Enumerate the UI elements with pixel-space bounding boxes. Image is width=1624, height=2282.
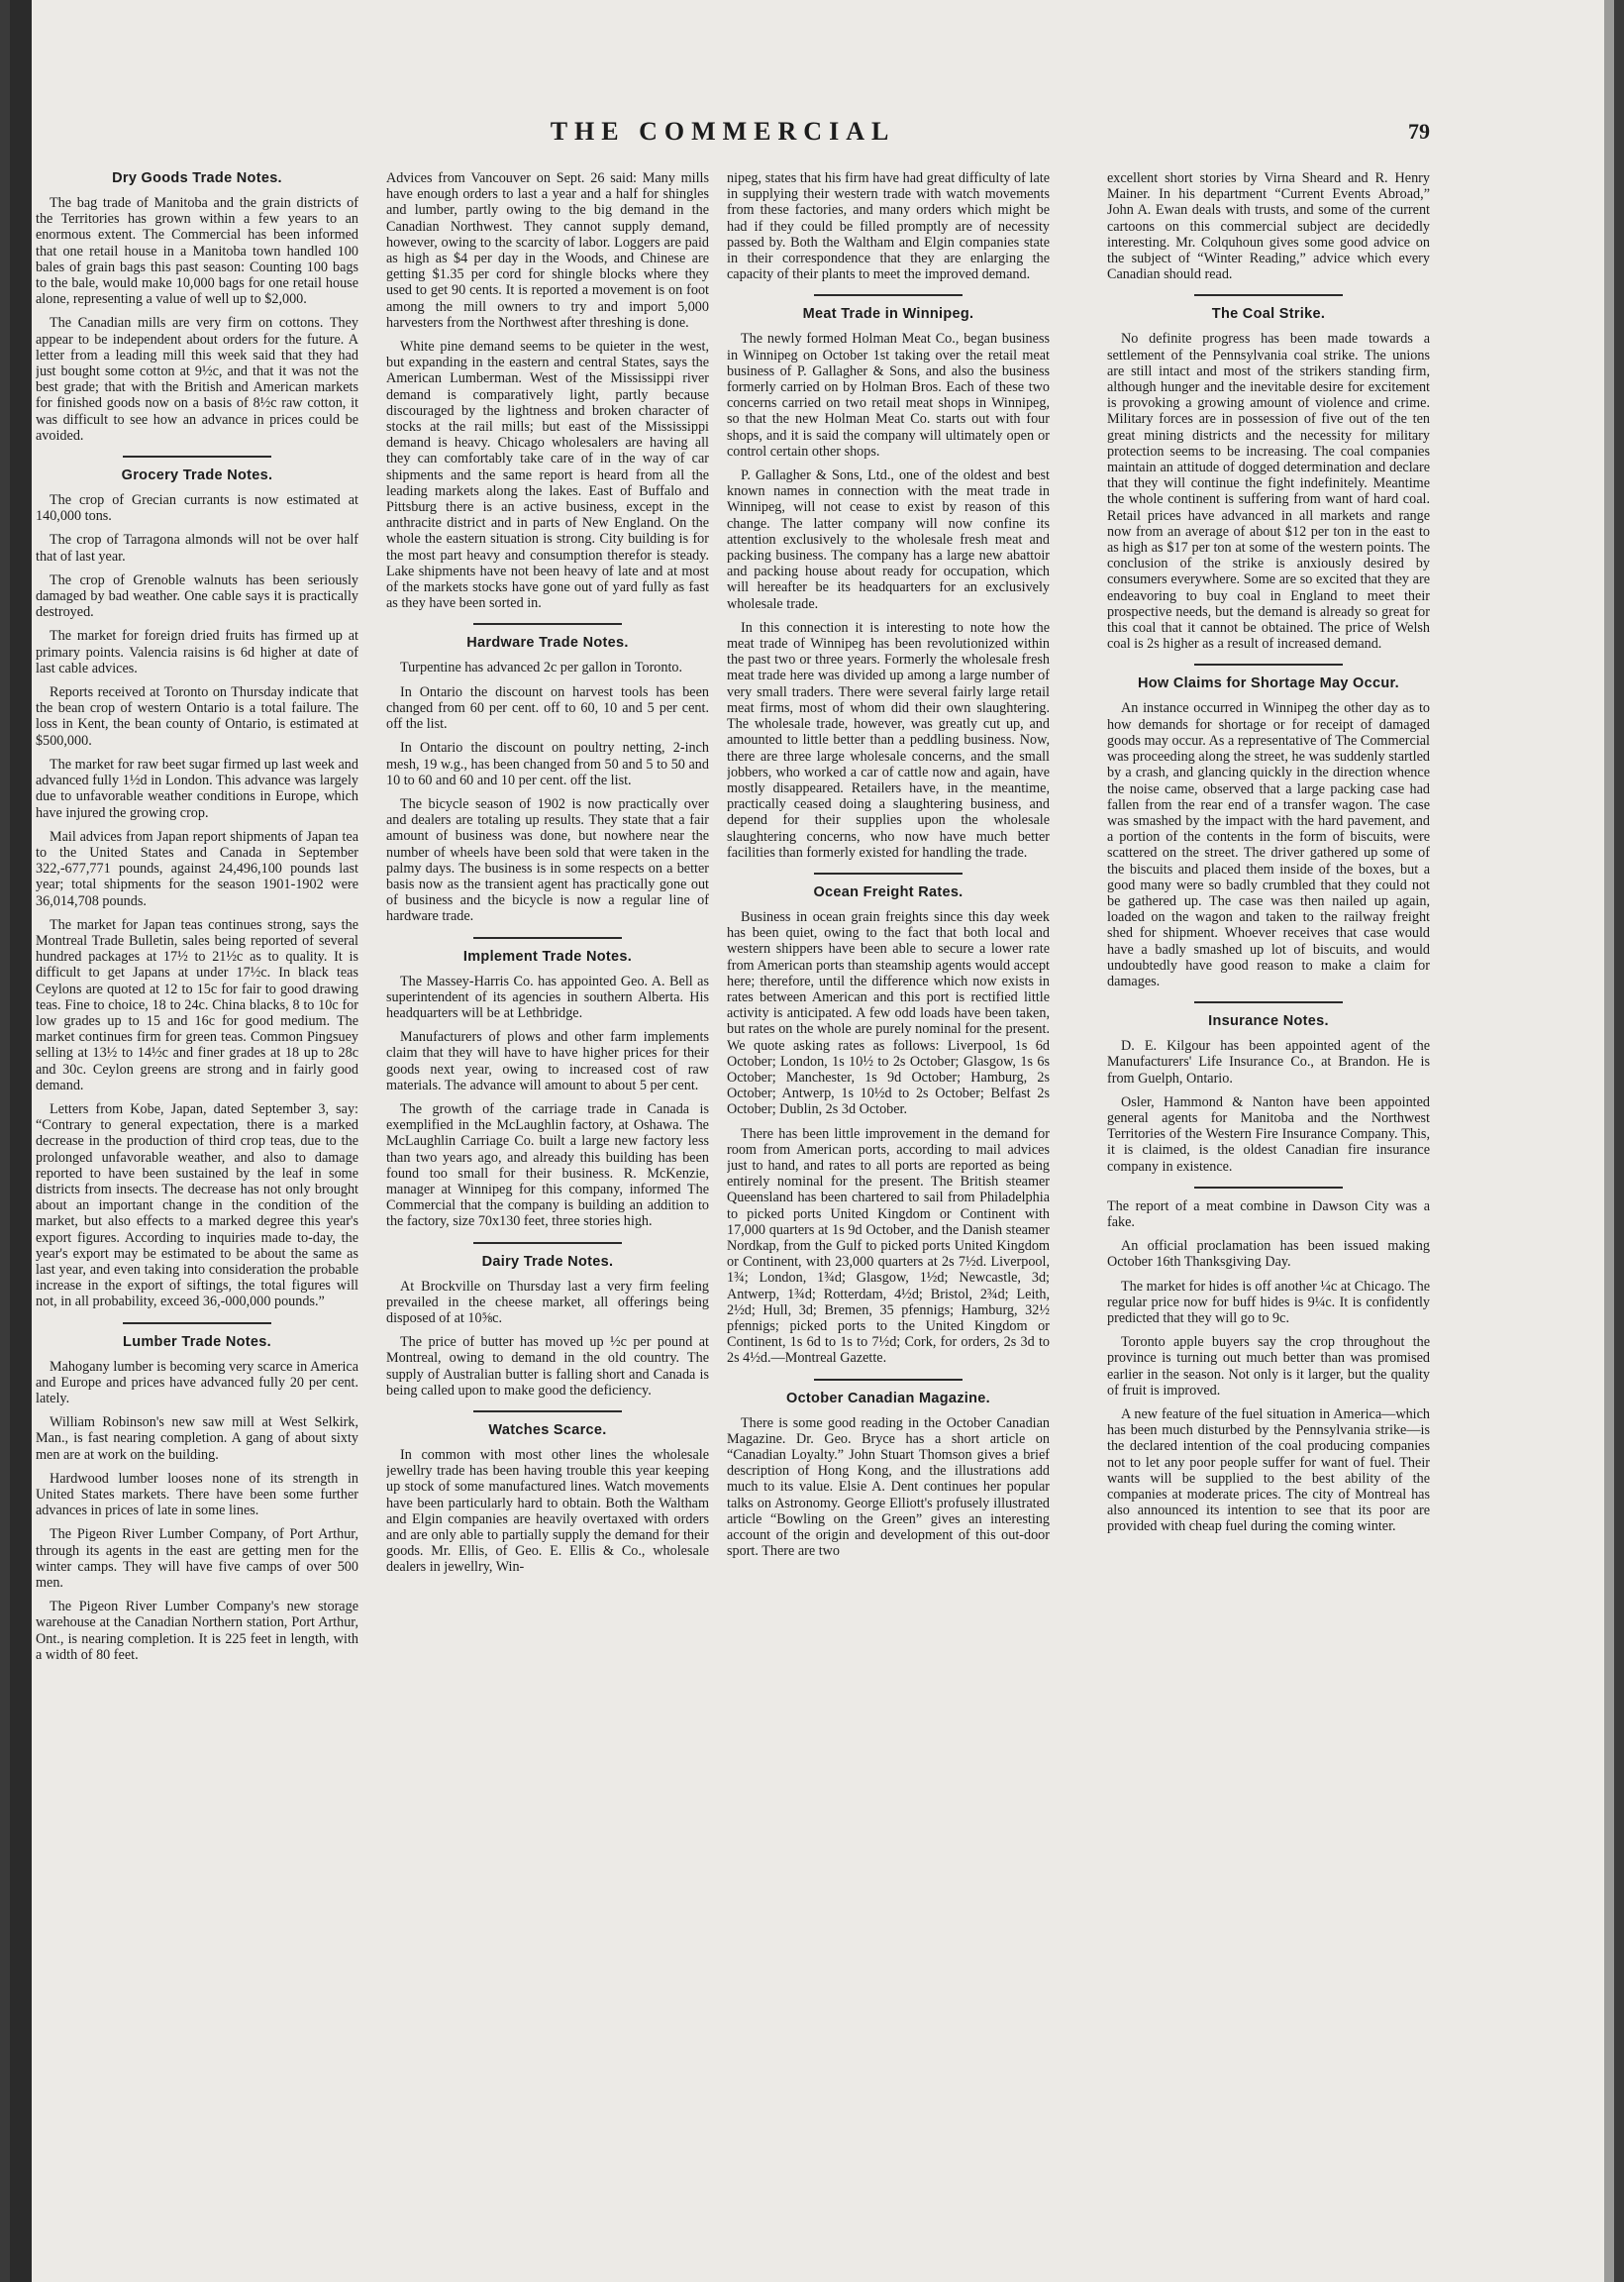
section-divider xyxy=(473,937,622,939)
article-paragraph: In common with most other lines the wholesale jewellry trade has been having trouble this year keeping up stock of some manufactured lines. Watch movements have been particularly hard to obtain. Both the Waltham and Elgin companies are heavily overtaxed with orders and are only able to partially supply the demand for their goods. Mr. Ellis, of Geo. E. Ellis & Co., wholesale dealers in jewellry, Win- xyxy=(386,1447,709,1576)
section-heading: How Claims for Shortage May Occur. xyxy=(1137,675,1399,692)
article-paragraph: The price of butter has moved up ½c per pound at Montreal, owing to demand in the old country. The supply of Australian butter is falling short and Canada is being called upon to make good the deficiency. xyxy=(386,1334,709,1399)
section-divider xyxy=(814,873,963,875)
article-paragraph: The crop of Grenoble walnuts has been seriously damaged by bad weather. One cable says it is practically destroyed. xyxy=(36,571,358,621)
article-paragraph: The Massey-Harris Co. has appointed Geo. A. Bell as superintendent of its agencies in southern Alberta. His headquarters will be at Lethbridge. xyxy=(386,973,709,1021)
column-4 xyxy=(1107,170,1430,2240)
column-2 xyxy=(386,170,709,2240)
section-heading: Hardware Trade Notes. xyxy=(466,635,629,652)
section-heading: October Canadian Magazine. xyxy=(785,1390,990,1406)
article-paragraph: The bag trade of Manitoba and the grain districts of the Territories has grown within a few years to an enormous extent. The Commercial has been informed that one retail house in a Manitoba town handled 100 bales of grain bags this past season: Counting 100 bags to the bale, would make 10,000 bags for one retail house alone, representing a value of well up to $2,000. xyxy=(36,195,358,308)
article-paragraph: There is some good reading in the October Canadian Magazine. Dr. Geo. Bryce has a short article on “Canadian Loyalty.” John Stuart Thomson gives a brief description of Hong Kong, and the illustrations add much to its value. Elsie A. Dent continues her popular talks on Astronomy. George Elliott's profusely illustrated article “Bowling on the Green” gives an interesting account of the origin and development of this out-door sport. There are two xyxy=(727,1414,1050,1560)
column-3 xyxy=(727,170,1050,2240)
section-divider xyxy=(814,294,963,296)
article-paragraph: No definite progress has been made towards a settlement of the Pennsylvania coal strike. The unions are still intact and most of the strikers standing firm, although hunger and the inevitable desire for excitement is provoking a growing amount of violence and crime. Military forces are in possession of five out of the ten great mining districts and the necessity for military protection seems to be increasing. The coal companies maintain an attitude of dogged determination and declare that they will continue the fight indefinitely. Meantime the whole continent is suffering from want of hard coal. Retail prices have advanced in all markets and range now from an average of about $12 per ton in the east to as high as $17 per ton at some of the western points. The conclusion of the strike is anxiously desired by consumers everywhere. Some are so excited that they are endeavoring to buy coal in England to meet their prospective needs, but the demand is already so great for this coal that it cannot be obtained. The price of Welsh coal is 2s higher as a result of increased demand. xyxy=(1107,331,1430,653)
article-paragraph: The market for foreign dried fruits has firmed up at primary points. Valencia raisins is 6d higher at date of last cable advices. xyxy=(36,628,358,676)
article-paragraph: There has been little improvement in the demand for room from American ports, according to mail advices just to hand, and rates to all ports are reported as being entirely nominal for the present. The British steamer Queensland has been chartered to sail from Philadelphia to picked ports United Kingdom or Continent with 17,000 quarters at 1s 9d October, and the Danish steamer Nordkap, from the Gulf to picked ports United Kingdom or Continent, with 23,000 quarters at 2s 7½d. Liverpool, 1¾; London, 1¾d; Glasgow, 1½d; Newcastle, 3d; Antwerp, 1¾d; Rotterdam, 4½d; Bristol, 2¾d; Leith, 2½d; Hull, 3d; Bremen, 35 pfennigs; Hamburg, 32½ pfennigs; picked ports to the United Kingdom or Continent, 1s 6d to 1s to 7½d; Cork, for orders, 2s 3d to 2s 4½d.—Montreal Gazette. xyxy=(727,1125,1050,1367)
article-paragraph: In Ontario the discount on poultry netting, 2-inch mesh, 19 w.g., has been changed from 50 and 5 to 50 and 10 to 60 and 60 and 10 per cent. off the list. xyxy=(386,740,709,788)
article-paragraph: An official proclamation has been issued making October 16th Thanksgiving Day. xyxy=(1107,1238,1430,1271)
section-heading: Meat Trade in Winnipeg. xyxy=(802,306,974,323)
section-divider xyxy=(123,1322,271,1324)
article-paragraph: The newly formed Holman Meat Co., began business in Winnipeg on October 1st taking over the retail meat business of P. Gallagher & Sons, and also the business formerly carried on by Holman Bros. Each of these two concerns carried on two retail meat shops in Winnipeg, so that the new Holman Meat Co. starts out with four shops, and it is said the company will ultimately open or control certain other shops. xyxy=(727,331,1050,460)
section-heading: Dairy Trade Notes. xyxy=(481,1253,614,1270)
section-divider xyxy=(1194,1187,1343,1189)
newspaper-page xyxy=(10,0,1614,2282)
article-paragraph: The Pigeon River Lumber Company's new storage warehouse at the Canadian Northern station, Port Arthur, Ont., is nearing completion. It is 225 feet in length, with a width of 80 feet. xyxy=(36,1599,358,1663)
article-paragraph: Reports received at Toronto on Thursday indicate that the bean crop of western Ontario is a total failure. The loss in Kent, the bean county of Ontario, is estimated at $500,000. xyxy=(36,684,358,749)
article-paragraph: The report of a meat combine in Dawson City was a fake. xyxy=(1107,1197,1430,1230)
article-paragraph: In this connection it is interesting to note how the meat trade of Winnipeg has been revolutionized within the past two or three years. Formerly the wholesale fresh meat trade here was divided up among a large number of very small traders. There were several fairly large retail meat firms, most of whom did their own slaughtering. The wholesale trade, however, was greatly cut up, and amounted to little better than a peddling business. Now, there are three large wholesale concerns, and the small jobbers, who worked a car of cattle now and again, have mostly disappeared. Retailers have, in the meantime, practically ceased doing a slaughtering business, and depend for their supplies upon the wholesale slaughtering concerns, who now have much better facilities than formerly existed for handling the trade. xyxy=(727,619,1050,861)
article-paragraph: Toronto apple buyers say the crop throughout the province is turning out much better than was promised earlier in the season. Not only is it larger, but the quality of fruit is improved. xyxy=(1107,1334,1430,1399)
section-heading: Ocean Freight Rates. xyxy=(813,883,964,900)
article-paragraph: William Robinson's new saw mill at West Selkirk, Man., is fast nearing completion. A gang of about sixty men are at work on the building. xyxy=(36,1414,358,1463)
section-divider xyxy=(473,623,622,625)
section-divider xyxy=(1194,664,1343,666)
article-paragraph: A new feature of the fuel situation in America—which has been much disturbed by the Pennsylvania strike—is the declared intention of the coal producing companies not to let any poor people suffer for want of fuel. Their wants will be supplied to the best ability of the companies at moderate prices. The city of Montreal has also announced its intention to see that its poor are provided with cheap fuel during the coming winter. xyxy=(1107,1406,1430,1535)
section-divider xyxy=(814,1379,963,1381)
page-number: 79 xyxy=(1408,119,1430,144)
section-heading: Insurance Notes. xyxy=(1208,1013,1329,1030)
article-paragraph: Mahogany lumber is becoming very scarce in America and Europe and prices have advanced fully 20 per cent. lately. xyxy=(36,1358,358,1406)
column-1 xyxy=(36,170,358,2240)
article-paragraph: The market for hides is off another ¼c at Chicago. The regular price now for buff hides is 9¼c. It is confidently predicted that they will go to 9c. xyxy=(1107,1278,1430,1326)
section-heading: The Coal Strike. xyxy=(1211,306,1326,323)
section-heading: Grocery Trade Notes. xyxy=(121,467,273,484)
article-paragraph: An instance occurred in Winnipeg the other day as to how demands for shortage or for receipt of damaged goods may occur. As a representative of The Commercial was proceeding along the street, he was suddenly startled by a crash, and glancing quickly in the direction whence the noise came, observed that a large packing case had fallen from the rear end of a transfer wagon. The case was smashed by the impact with the hard pavement, and a portion of the contents in the form of biscuits, were scattered on the street. The driver gathered up some of the biscuits and placed them inside of the boxes, but a good many were so badly crumbled that they could not be gathered up. The case was then nailed up again, loaded on the wagon and taken to the railway freight shed for shipment. Whoever receives that case would have a badly smashed up lot of biscuits, and would undoubtedly have good reason to make a claim for damages. xyxy=(1107,700,1430,989)
article-paragraph: Turpentine has advanced 2c per gallon in Toronto. xyxy=(400,660,683,676)
section-divider xyxy=(1194,294,1343,296)
section-divider xyxy=(473,1242,622,1244)
article-paragraph: The growth of the carriage trade in Canada is exemplified in the McLaughlin factory, at Oshawa. The McLaughlin Carriage Co. built a large new factory less than two years ago, and already this building has been found too small for their business. R. McKenzie, manager at Winnipeg for this company, informed The Commercial that the company is building an addition to the factory, size 70x130 feet, three stories high. xyxy=(386,1100,709,1230)
section-divider xyxy=(123,456,271,458)
section-divider xyxy=(1194,1001,1343,1003)
article-paragraph: The market for Japan teas continues strong, says the Montreal Trade Bulletin, sales being reported of several hundred packages at 17½ to 21½c as to quality. It is difficult to get Japans at under 17½c. In black teas Ceylons are quoted at 12 to 15c for fair to good drawing teas. Fine to choice, 18 to 24c. China blacks, 8 to 10c for low grades up to 15 and 16c for good medium. The market continues firm for green teas. Common Pingsuey selling at 13½ to 14½c and finer grades at 18 up to 28c and 30c. Ceylon greens are strong and in fairly good demand. xyxy=(36,916,358,1093)
section-heading: Watches Scarce. xyxy=(488,1422,607,1438)
article-paragraph: The bicycle season of 1902 is now practically over and dealers are totaling up results. They state that a fair amount of business was done, but nowhere near the number of wheels have been sold that were taken in the palmy days. The business is in some respects on a better basis now as the transient agent has practically gone out of business and the bicycle is now a regular line of hardware trade. xyxy=(386,795,709,925)
article-paragraph: Letters from Kobe, Japan, dated September 3, say: “Contrary to general expectation, there is a marked decrease in the production of third crop teas, due to the prolonged unfavorable weather, and also to damage reported to have been sustained by the leaf in some districts from insects. The decrease has not only brought about an important change in the condition of the market, but also effects to a marked degree this year's export figures. According to inquiries made to-day, the year's export may be estimated to be about the same as last year, and even taking into consideration the probable increase in the export of siftings, the total figures will not, in all probability, exceed 36,-000,000 pounds.” xyxy=(36,1100,358,1310)
article-paragraph: Hardwood lumber looses none of its strength in United States markets. There have been some further advances in prices of late in some lines. xyxy=(36,1470,358,1519)
article-paragraph: Business in ocean grain freights since this day week has been quiet, owing to the fact that both local and western shippers have been able to secure a lower rate from American ports than steamship agents would accept here; therefore, until the difference which now exists in rates between American and this port is rectified little activity is anticipated. A few odd loads have been taken, but rates on the whole are purely nominal for the present. We quote asking rates as follows: Liverpool, 1s 6d October; London, 1s 10½ to 2s October; Glasgow, 1s 6s October; Manchester, 1s 9d October; Hamburg, 2s October; Antwerp, 1s 10½d to 2s October; Belfast 2s October; Dublin, 2s 3d October. xyxy=(727,908,1050,1118)
article-paragraph: excellent short stories by Virna Sheard and R. Henry Mainer. In his department “Current Events Abroad,” John A. Ewan deals with trusts, and some of the current cartoons on this commercial subject are decidedly interesting. Mr. Colquhoun gives some good advice on the subject of “Winter Reading,” advice which every Canadian should read. xyxy=(1107,170,1430,283)
page-binding-edge xyxy=(10,0,32,2282)
article-paragraph: In Ontario the discount on harvest tools has been changed from 60 per cent. off to 60, 10 and 5 per cent. off the list. xyxy=(386,683,709,733)
article-paragraph: The market for raw beet sugar firmed up last week and advanced fully 1½d in London. This advance was largely due to unfavorable weather conditions in Europe, which have injured the growing crop. xyxy=(36,756,358,821)
section-heading: Implement Trade Notes. xyxy=(462,948,633,965)
article-paragraph: nipeg, states that his firm have had great difficulty of late in supplying their western trade with watch movements from these factories, and many orders which might be had if they could be filled promptly are of necessity passed by. Both the Waltham and Elgin companies state in their correspondence that they are enlarging the capacity of their plants to meet the improved demand. xyxy=(727,170,1050,283)
page-right-edge xyxy=(1604,0,1614,2282)
article-paragraph: P. Gallagher & Sons, Ltd., one of the oldest and best known names in connection with the meat trade in Winnipeg, will not cease to exist by reason of this change. The latter company will now confine its attention exclusively to the wholesale fresh meat and packing business. The company has a large new abattoir and packing house about ready for occupation, which will hereafter be its headquarters for an exclusively wholesale trade. xyxy=(727,467,1050,612)
article-paragraph: The crop of Tarragona almonds will not be over half that of last year. xyxy=(36,532,358,565)
article-paragraph: Osler, Hammond & Nanton have been appointed general agents for Manitoba and the Northwest Territories of the Western Fire Insurance Company. This, it is claimed, is the oldest Canadian fire insurance company in existence. xyxy=(1107,1093,1430,1175)
section-heading: Lumber Trade Notes. xyxy=(123,1333,271,1350)
article-paragraph: Manufacturers of plows and other farm implements claim that they will have to have higher prices for their goods next year, owing to increased cost of raw materials. The advance will amount to about 5 per cent. xyxy=(386,1029,709,1093)
article-paragraph: White pine demand seems to be quieter in the west, but expanding in the eastern and central States, says the American Lumberman. West of the Mississippi river demand is comparatively light, partly because discouraged by the lightness and broken character of stocks at the rail mills; but east of the Mississippi demand is heavy. Chicago wholesalers are having all they can comfortably take care of in the way of car shipments and the same report is heard from all the leading markets along the lakes. East of Buffalo and Pittsburg there is an active business, except in the anthracite district and in parts of New England. On the whole the eastern situation is strong. City building is for the most part heavy and consumption therefor is steady. Lake shipments have not been heavy of late and at most of the markets stocks have gone out of yard fully as fast as they have been sorted in. xyxy=(386,339,709,612)
section-divider xyxy=(473,1410,622,1412)
article-paragraph: The Canadian mills are very firm on cottons. They appear to be independent about orders for the future. A letter from a leading mill this week said that they had just bought some cotton at 9½c, and that it was not the best grade; that with the British and American markets for finished goods now on a basis of 8½c raw cotton, it was difficult to see how an advance in prices could be avoided. xyxy=(36,315,358,444)
article-paragraph: Mail advices from Japan report shipments of Japan tea to the United States and Canada in September 322,-677,771 pounds, against 24,496,100 pounds last year; total shipments for the season 1901-1902 were 36,014,708 pounds. xyxy=(36,828,358,909)
article-paragraph: The crop of Grecian currants is now estimated at 140,000 tons. xyxy=(36,492,358,525)
article-paragraph: Advices from Vancouver on Sept. 26 said: Many mills have enough orders to last a year and a half for shingles and lumber, partly owing to the big demand in the Canadian Northwest. They cannot supply demand, however, owing to the scarcity of labor. Loggers are paid as high as $4 per day in the Woods, and Chinese are getting $1.35 per cord for shingle blocks where they used to get 90 cents. It is reported a movement is on foot among the mill owners to try and import 5,000 harvesters from the Northwest after threshing is done. xyxy=(386,170,709,331)
article-paragraph: At Brockville on Thursday last a very firm feeling prevailed in the cheese market, all offerings being disposed of at 10⅝c. xyxy=(386,1278,709,1326)
section-heading: Dry Goods Trade Notes. xyxy=(112,170,282,186)
article-paragraph: The Pigeon River Lumber Company, of Port Arthur, through its agents in the east are getting men for the winter camps. They will have five camps of over 500 men. xyxy=(36,1526,358,1592)
masthead-title: THE COMMERCIAL xyxy=(550,117,896,146)
article-paragraph: D. E. Kilgour has been appointed agent of the Manufacturers' Life Insurance Co., at Brandon. He is from Guelph, Ontario. xyxy=(1107,1038,1430,1087)
